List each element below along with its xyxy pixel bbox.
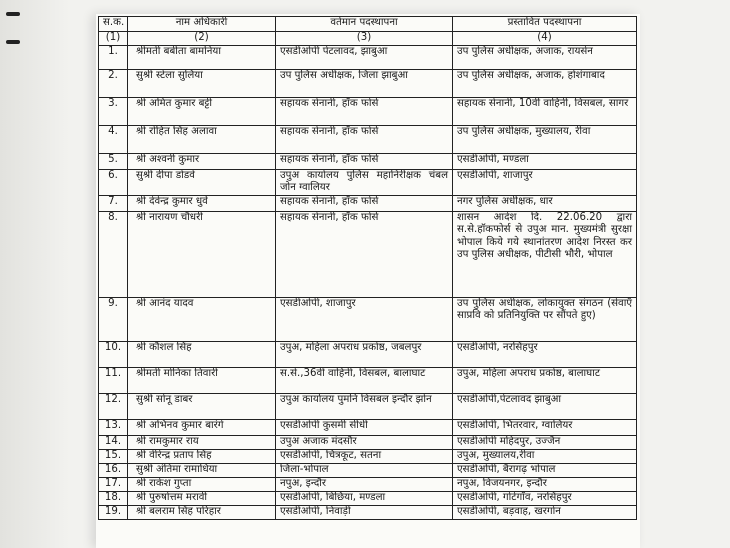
- proposed-posting-cell: शासन आदेश दि. 22.06.20 द्वारा स.से.हॉकफोर्स से उपुअ मान. मुख्यमंत्री सुरक्षा भोपाल किये गये स्थानांतरण आदेश निरस्त कर उप पुलिस अधीक्षक, पीटीसी भौरी, भोपाल: [453, 211, 637, 297]
- current-posting-cell: एसडीओपी कुसमी सीधी: [276, 419, 453, 435]
- proposed-posting-cell: नगर पुलिस अधीक्षक, धार: [453, 195, 637, 211]
- officer-name-cell: सुश्री स्टेला सुलिया: [128, 69, 276, 97]
- col-number: (3): [276, 32, 453, 46]
- current-posting-cell: सहायक सेनानी, हॉक फोर्स: [276, 195, 453, 211]
- serial-cell: 3.: [99, 97, 128, 125]
- officer-name-cell: श्री रोहित सिंह अलावा: [128, 125, 276, 153]
- officer-name-cell: श्री पुरुषोत्तम मरावी: [128, 491, 276, 505]
- officer-name-cell: श्रीमती मोनिका तिवारी: [128, 367, 276, 393]
- page-edge-shadow: [0, 0, 70, 548]
- proposed-posting-cell: एसडीओपी, भितरवार, ग्वालियर: [453, 419, 637, 435]
- current-posting-cell: एसडीओपी, शाजापुर: [276, 297, 453, 341]
- proposed-posting-cell: उप पुलिस अधीक्षक, अजाक, होशंगाबाद: [453, 69, 637, 97]
- officer-name-cell: श्री अमित कुमार बट्टी: [128, 97, 276, 125]
- col-number: (2): [128, 32, 276, 46]
- header-proposed-posting: प्रस्तावित पदस्थापना: [453, 17, 637, 32]
- col-number: (4): [453, 32, 637, 46]
- proposed-posting-cell: उपुअ, महिला अपराध प्रकोष्ठ, बालाघाट: [453, 367, 637, 393]
- current-posting-cell: उपुअ अजाक मंदसौर: [276, 435, 453, 449]
- table-row: [99, 505, 637, 519]
- officer-name-cell: श्री वीरेन्द्र प्रताप सिंह: [128, 449, 276, 463]
- header-officer-name: नाम अधिकारी: [128, 17, 276, 32]
- binding-mark: [6, 40, 20, 44]
- table-row: [99, 195, 637, 211]
- proposed-posting-cell: नपुअ, विजयनगर, इन्दौर: [453, 477, 637, 491]
- serial-cell: 2.: [99, 69, 128, 97]
- table-row: [99, 211, 637, 297]
- officer-name-cell: सुश्री अंतिमा रामाधिया: [128, 463, 276, 477]
- table-row: [99, 367, 637, 393]
- serial-cell: 10.: [99, 341, 128, 367]
- transfer-table: [98, 16, 637, 520]
- officer-name-cell: श्री कौशल सिंह: [128, 341, 276, 367]
- proposed-posting-cell: उपुअ, मुख्यालय,रीवा: [453, 449, 637, 463]
- table-row: [99, 491, 637, 505]
- table-row: [99, 297, 637, 341]
- table-row: [99, 435, 637, 449]
- serial-cell: 18.: [99, 491, 128, 505]
- header-current-posting: वर्तमान पदस्थापना: [276, 17, 453, 32]
- current-posting-cell: उप पुलिस अधीक्षक, जिला झाबुआ: [276, 69, 453, 97]
- serial-cell: 13.: [99, 419, 128, 435]
- table-row: [99, 463, 637, 477]
- table-row: [99, 477, 637, 491]
- officer-name-cell: श्री आनंद यादव: [128, 297, 276, 341]
- serial-cell: 17.: [99, 477, 128, 491]
- table-row: [99, 69, 637, 97]
- proposed-posting-cell: एसडीओपी, गोटेगाँव, नरसिंहपुर: [453, 491, 637, 505]
- current-posting-cell: एसडीओपी पेटलावद, झाबुआ: [276, 45, 453, 69]
- serial-cell: 19.: [99, 505, 128, 519]
- current-posting-cell: स.से.,36वीं वाहिनी, विसबल, बालाघाट: [276, 367, 453, 393]
- table-row: [99, 45, 637, 69]
- current-posting-cell: सहायक सेनानी, हॉक फोर्स: [276, 153, 453, 169]
- proposed-posting-cell: एसडीओपी, मण्डला: [453, 153, 637, 169]
- current-posting-cell: एसडीओपी, चित्रकूट, सतना: [276, 449, 453, 463]
- header-serial: स.क.: [99, 17, 128, 32]
- proposed-posting-cell: एसडीओपी, बड़वाह, खरगोन: [453, 505, 637, 519]
- officer-name-cell: श्री बलराम सिंह परिहार: [128, 505, 276, 519]
- officer-name-cell: श्री राकेश गुप्ता: [128, 477, 276, 491]
- table-row: [99, 97, 637, 125]
- serial-cell: 11.: [99, 367, 128, 393]
- header-row: [99, 17, 637, 32]
- proposed-posting-cell: उप पुलिस अधीक्षक, मुख्यालय, रीवा: [453, 125, 637, 153]
- officer-name-cell: श्री अभिनव कुमार बारंगे: [128, 419, 276, 435]
- serial-cell: 7.: [99, 195, 128, 211]
- serial-cell: 4.: [99, 125, 128, 153]
- table-row: [99, 169, 637, 195]
- current-posting-cell: एसडीओपी, निवाड़ी: [276, 505, 453, 519]
- table-row: [99, 419, 637, 435]
- current-posting-cell: नपुअ, इन्दौर: [276, 477, 453, 491]
- proposed-posting-cell: एसडीओपी, शाजापुर: [453, 169, 637, 195]
- proposed-posting-cell: एसडीओपी, नरसिंहपुर: [453, 341, 637, 367]
- serial-cell: 15.: [99, 449, 128, 463]
- serial-cell: 8.: [99, 211, 128, 297]
- officer-name-cell: श्री अश्वनी कुमार: [128, 153, 276, 169]
- proposed-posting-cell: उप पुलिस अधीक्षक, अजाक, रायसेन: [453, 45, 637, 69]
- officer-name-cell: श्री रामकुमार राय: [128, 435, 276, 449]
- current-posting-cell: उपुअ, महिला अपराध प्रकोष्ठ, जबलपुर: [276, 341, 453, 367]
- serial-cell: 1.: [99, 45, 128, 69]
- current-posting-cell: सहायक सेनानी, हॉक फोर्स: [276, 97, 453, 125]
- current-posting-cell: सहायक सेनानी, हॉक फोर्स: [276, 211, 453, 297]
- proposed-posting-cell: सहायक सेनानी, 10वीं वाहिनी, विसबल, सागर: [453, 97, 637, 125]
- current-posting-cell: जिला-भोपाल: [276, 463, 453, 477]
- serial-cell: 6.: [99, 169, 128, 195]
- current-posting-cell: उपुअ कार्यालय पुमनि विसबल इन्दौर झोन: [276, 393, 453, 419]
- column-number-row: [99, 32, 637, 46]
- officer-name-cell: श्री नारायण चौधरी: [128, 211, 276, 297]
- current-posting-cell: सहायक सेनानी, हॉक फोर्स: [276, 125, 453, 153]
- proposed-posting-cell: उप पुलिस अधीक्षक, लोकायुक्त संगठन (सेवाएँ साप्रवि को प्रतिनियुक्ति पर सौंपते हुए): [453, 297, 637, 341]
- table-row: [99, 153, 637, 169]
- serial-cell: 16.: [99, 463, 128, 477]
- officer-name-cell: सुश्री सोनू डाबर: [128, 393, 276, 419]
- table-row: [99, 393, 637, 419]
- proposed-posting-cell: एसडीओपी,पेटलावद झाबुआ: [453, 393, 637, 419]
- proposed-posting-cell: एसडीओपी, बैरागढ़ भोपाल: [453, 463, 637, 477]
- table-row: [99, 125, 637, 153]
- current-posting-cell: उपुअ कार्यालय पुलिस महानिरीक्षक चंबल जोन ग्वालियर: [276, 169, 453, 195]
- proposed-posting-cell: एसडीओपी महिदपुर, उज्जैन: [453, 435, 637, 449]
- serial-cell: 9.: [99, 297, 128, 341]
- col-number: (1): [99, 32, 128, 46]
- serial-cell: 5.: [99, 153, 128, 169]
- officer-name-cell: श्रीमती बबीता बामनिया: [128, 45, 276, 69]
- serial-cell: 12.: [99, 393, 128, 419]
- officer-name-cell: श्री देवेन्द्र कुमार धुर्वे: [128, 195, 276, 211]
- table-row: [99, 449, 637, 463]
- current-posting-cell: एसडीओपी, बिछिया, मण्डला: [276, 491, 453, 505]
- binding-mark: [6, 12, 20, 16]
- serial-cell: 14.: [99, 435, 128, 449]
- table-row: [99, 341, 637, 367]
- officer-name-cell: सुश्री दीपा डोडवे: [128, 169, 276, 195]
